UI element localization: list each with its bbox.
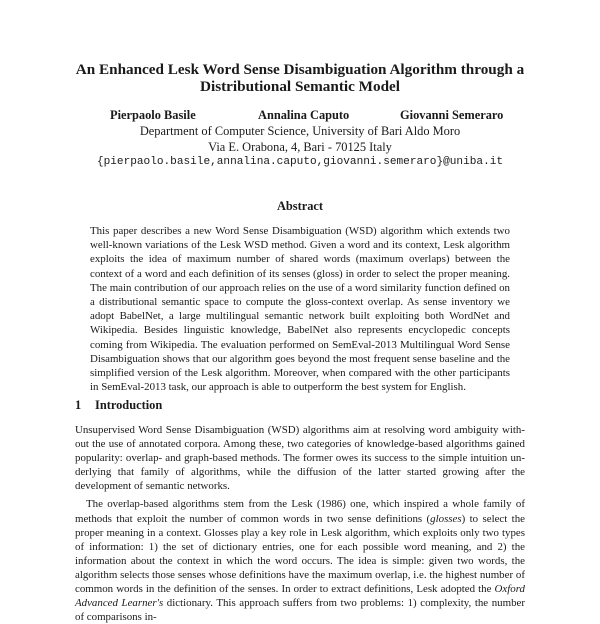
glosses-term: glosses (430, 512, 462, 525)
email: {pierpaolo.basile,annalina.caputo,giovanni.semeraro}@uniba.it (96, 156, 504, 168)
para2-part-a: The overlap-based algorithms stem from the Lesk (1986) one, which inspired a whole family of methods that exploit the number of common words in two sense definitions ( (75, 498, 525, 525)
section-title: Introduction (95, 398, 163, 412)
introduction-body (75, 423, 525, 624)
para2-part-c: dictionary. This approach suffers from two problems: 1) complexity, the number of comparisons in- (75, 597, 525, 624)
author-2: Annalina Caputo (258, 108, 350, 122)
para2-part-b: ) to select the proper meaning in a context. Glosses play a key role in Lesk algorithm, which exploits only two types of information: 1) the set of dictionary entries, one for each possible word meaning, and 2) the information about the context in which the word occurs. The idea is simple: given two words, the algorithm selects those senses whose definitions have the maximum overlap, i.e. the highest number of common words in the definition of the senses. In order to extract definitions, Lesk adopted the (75, 512, 525, 596)
author-1: Pierpaolo Basile (110, 108, 196, 122)
address: Via E. Orabona, 4, Bari - 70125 Italy (208, 140, 392, 154)
title-line-2: Distributional Semantic Model (200, 78, 400, 95)
abstract-heading: Abstract (276, 199, 324, 213)
affiliation: Department of Computer Science, University of Bari Aldo Moro (139, 124, 461, 138)
section-heading-introduction (75, 398, 162, 413)
author-3: Giovanni Semeraro (400, 108, 504, 122)
intro-paragraph-1: Unsupervised Word Sense Disambiguation (WSD) algorithms aim at resolving word ambiguity without the use of annotated corpora. Among these, two categories of knowledge-based algorithms gained popularity: overlap- and graph-based methods. The former owes its success to the simple intuition underlying that family of algorithms, while the diffusion of the latter started growing after the development of semantic networks. (75, 424, 525, 493)
title-line-1: An Enhanced Lesk Word Sense Disambiguation Algorithm through a (75, 61, 525, 78)
dictionary-name: Oxford Advanced Learner's (75, 583, 525, 610)
abstract-body (90, 224, 510, 394)
abstract-text: This paper describes a new Word Sense Disambiguation (WSD) algorithm which extends two well-known variations of the Lesk WSD method. Given a word and its context, Lesk algorithm exploits the idea of maximum number of shared words (maximum overlaps) between the context of a word and each definition of its senses (gloss) in order to select the proper meaning. The main contribution of our approach relies on the use of a word similarity function defined on a distributional semantic space to compute the gloss-context overlap. As sense inventory we adopt BabelNet, a large multilingual semantic network built exploiting both WordNet and Wikipedia. Besides linguistic knowledge, BabelNet also represents encyclopedic concepts coming from Wikipedia. The evaluation performed on SemEval-2013 Multilingual Word Sense Disambiguation shows that our algorithm goes beyond the most frequent sense baseline and the simplified version of the Lesk algorithm. Moreover, when compared with the other participants in SemEval-2013 task, our approach is able to outperform the best system for English. (90, 225, 510, 394)
paper-title (40, 61, 560, 95)
intro-paragraph-2 (75, 497, 525, 624)
section-number: 1 (75, 398, 82, 412)
